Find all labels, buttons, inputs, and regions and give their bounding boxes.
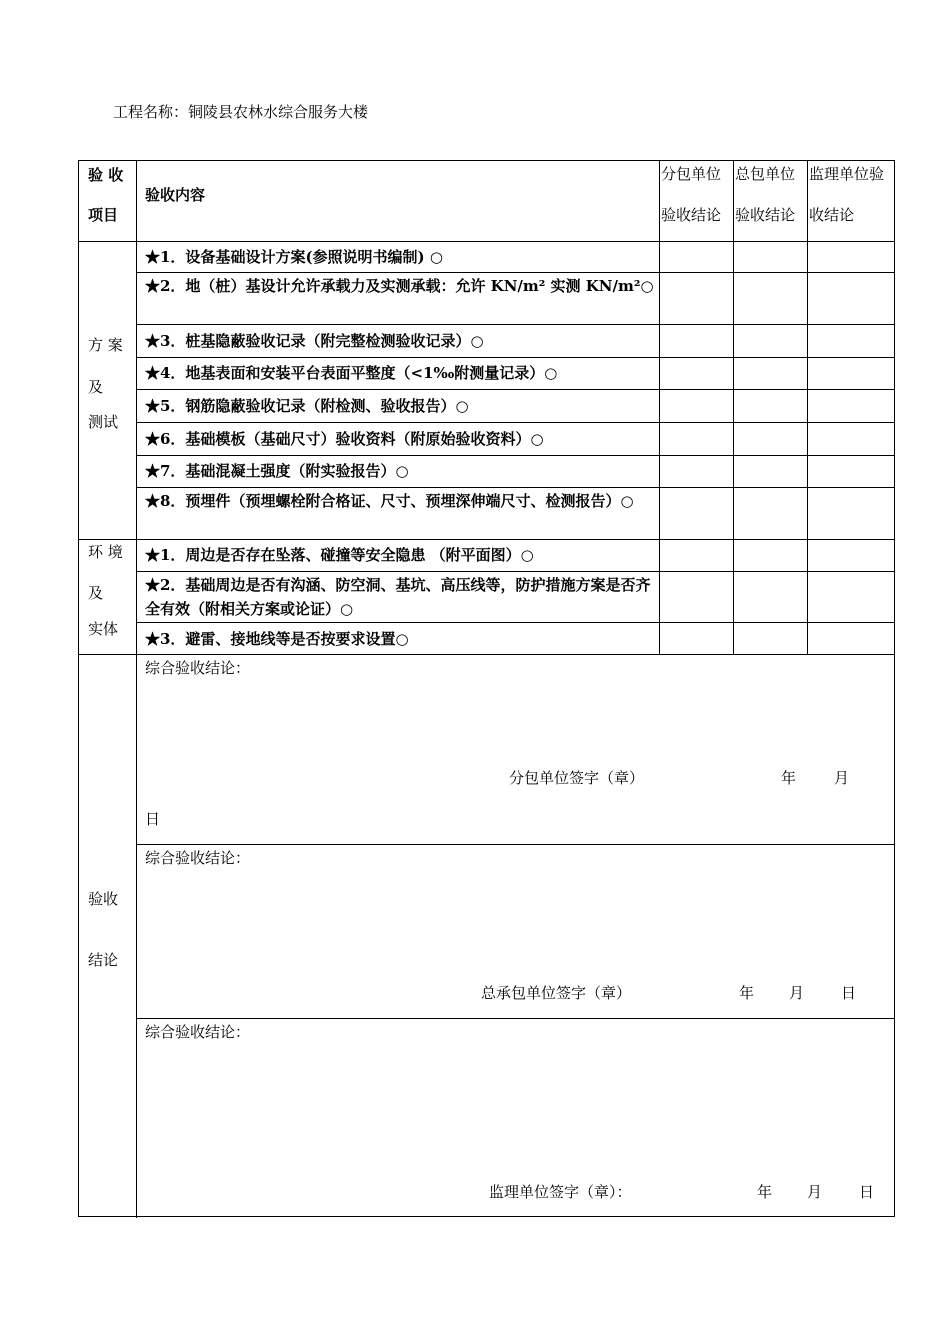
row-divider	[136, 622, 894, 623]
divider-item-col	[136, 161, 137, 1218]
check-item: ★1．设备基础设计方案(参照说明书编制) ○	[145, 248, 443, 266]
main-day: 日	[841, 984, 857, 1002]
row-divider	[136, 455, 894, 456]
header-col2-line2: 验收结论	[735, 206, 796, 224]
check-item: ★3．避雷、接地线等是否按要求设置○	[145, 630, 409, 648]
row-divider	[136, 389, 894, 390]
acceptance-form	[78, 160, 895, 1217]
check-item: ★4．地基表面和安装平台表面平整度（<1‰附测量记录）○	[145, 364, 558, 382]
header-item-line1: 验 收	[88, 166, 124, 184]
header-col1-line2: 验收结论	[661, 206, 722, 224]
header-col3-line1: 监理单位验	[809, 165, 885, 183]
supervisor-year: 年	[757, 1183, 773, 1201]
conclusion-label-line2: 结论	[88, 951, 119, 969]
group1-label-line2: 及	[88, 378, 104, 396]
row-divider	[136, 487, 894, 488]
check-item: ★2．基础周边是否有沟涵、防空洞、基坑、高压线等，防护措施方案是否齐全有效（附相关方案或论证）○	[145, 576, 651, 618]
conclusion-label-line1: 验收	[88, 890, 119, 908]
row-divider	[136, 324, 894, 325]
supervisor-signature: 监理单位签字（章）：	[489, 1183, 632, 1201]
group2-label-line1: 环 境	[88, 543, 123, 561]
supervisor-month: 月	[807, 1183, 823, 1201]
check-item: ★7．基础混凝土强度（附实验报告）○	[145, 462, 409, 480]
check-item: ★2．地（桩）基设计允许承载力及实测承载：允许 KN/m² 实测 KN/m²○	[145, 277, 654, 295]
header-content: 验收内容	[145, 186, 206, 204]
divider-content-col	[659, 161, 660, 654]
group2-label-line2: 及	[88, 584, 104, 602]
check-item: ★5．钢筋隐蔽验收记录（附检测、验收报告）○	[145, 397, 469, 415]
header-item-line2: 项目	[88, 206, 119, 224]
divider-col1	[733, 161, 734, 654]
divider-group	[79, 539, 894, 540]
header-col1-line1: 分包单位	[661, 165, 722, 183]
row-divider	[136, 357, 894, 358]
check-item: ★8．预埋件（预埋螺栓附合格证、尺寸、预埋深伸端尺寸、检测报告）○	[145, 492, 634, 510]
sub-signature: 分包单位签字（章）	[509, 769, 645, 787]
header-col2-line1: 总包单位	[735, 165, 796, 183]
divider-header	[79, 241, 894, 242]
supervisor-day: 日	[859, 1183, 875, 1201]
check-item: ★6．基础模板（基础尺寸）验收资料（附原始验收资料）○	[145, 430, 544, 448]
group2-label-line3: 实体	[88, 620, 119, 638]
divider-sub-main	[136, 844, 894, 845]
sub-month: 月	[834, 769, 850, 787]
divider-col2	[807, 161, 808, 654]
supervisor-conclusion-label: 综合验收结论：	[145, 1023, 251, 1041]
sub-year: 年	[781, 769, 797, 787]
divider-conclusion	[79, 654, 894, 655]
row-divider	[136, 571, 894, 572]
check-item: ★3．桩基隐蔽验收记录（附完整检测验收记录）○	[145, 332, 484, 350]
row-divider	[136, 272, 894, 273]
main-signature: 总承包单位签字（章）	[481, 984, 632, 1002]
sub-conclusion-label: 综合验收结论：	[145, 659, 251, 677]
main-conclusion-label: 综合验收结论：	[145, 849, 251, 867]
main-month: 月	[789, 984, 805, 1002]
check-item: ★1．周边是否存在坠落、碰撞等安全隐患 （附平面图）○	[145, 546, 534, 564]
group1-label-line1: 方 案	[88, 336, 123, 354]
row-divider	[136, 422, 894, 423]
header-col3-line2: 收结论	[809, 206, 855, 224]
sub-day: 日	[145, 810, 161, 828]
divider-main-supervisor	[136, 1018, 894, 1019]
group1-label-line3: 测试	[88, 413, 119, 431]
project-name: 工程名称：铜陵县农林水综合服务大楼	[113, 103, 369, 121]
main-year: 年	[739, 984, 755, 1002]
